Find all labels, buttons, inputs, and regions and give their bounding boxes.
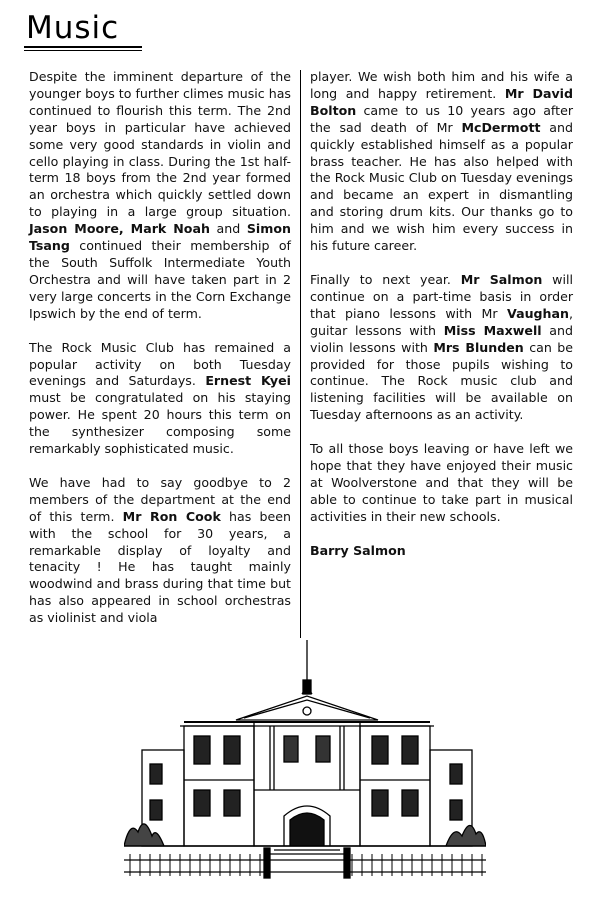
teacher-name: Mr Ron Cook <box>122 508 221 524</box>
text-run: and <box>209 221 247 237</box>
article-column-right <box>310 69 573 577</box>
text-run: Despite the imminent departure of the younger boys to further climes music has continued to flourish this term. The 2nd year boys in particular have achieved some very good standards in violin and cello playing in class. During the 1st half-term 18 boys from the 2nd year formed an orchestra which quickly settled down to playing in a large group situation. <box>29 69 291 220</box>
teacher-name: Mr David Bolton <box>310 85 573 118</box>
author-name: Barry Salmon <box>310 542 406 558</box>
text-run: Finally to next year. <box>310 271 461 287</box>
text-run: must be congratulated on his staying power. He spent 20 hours this term on the synthesizer composing some remarkably sophisticated music. <box>29 390 291 457</box>
teacher-name: Vaughan <box>507 305 569 321</box>
text-run: and violin lessons with <box>310 322 573 355</box>
teacher-name: Miss Maxwell <box>443 322 542 338</box>
text-run: , guitar lessons with <box>310 305 573 338</box>
teacher-name: McDermott <box>461 119 541 135</box>
paragraph-farewell <box>29 475 291 627</box>
signature <box>310 543 573 560</box>
column-divider <box>300 70 301 638</box>
paragraph-next-year <box>310 272 573 424</box>
paragraph-retirement <box>310 69 573 255</box>
pupil-name: Simon Tsang <box>29 221 291 254</box>
text-run: will continue on a part-time basis in order that piano lessons with Mr <box>310 271 573 321</box>
paragraph-rock-club <box>29 340 291 458</box>
text-run: player. We wish both him and his wife a long and happy retirement. <box>310 69 573 101</box>
teacher-name: Mrs Blunden <box>433 339 524 355</box>
title-underline-thin <box>24 50 142 51</box>
school-building-illustration <box>124 640 486 880</box>
text-run: came to us 10 years ago after the sad death of Mr <box>310 102 573 135</box>
title-underline <box>24 46 142 48</box>
pupil-name: Ernest Kyei <box>205 373 291 389</box>
page-title: Music <box>26 10 120 46</box>
text-run: and quickly established himself as a popular brass teacher. He has also helped with the Rock Music Club on Tuesday evenings and became an expert in dismantling and storing drum kits. Our thanks go to him and we wish him every success in his future career. <box>310 119 573 254</box>
text-run: continued their membership of the South Suffolk Intermediate Youth Orchestra and will have taken part in 2 very large concerts in the Corn Exchange Ipswich by the end of term. <box>29 238 291 321</box>
teacher-name: Mr Salmon <box>460 271 543 287</box>
text-run: can be provided for those pupils wishing to continue. The Rock music club and listening facilities will be available on Tuesday afternoons as an activity. <box>310 339 574 423</box>
text-run: The Rock Music Club has remained a popular activity on both Tuesday evenings and Saturdays. <box>29 339 291 389</box>
paragraph-leavers <box>310 441 573 526</box>
text-run: has been with the school for 30 years, a remarkable display of loyalty and tenacity ! He has taught mainly woodwind and brass during that time but has also appeared in school orchestras as violinist and viola <box>29 508 291 626</box>
text-run: We have had to say goodbye to 2 members of the department at the end of this term. <box>29 474 291 524</box>
text-run: To all those boys leaving or have left we hope that they have enjoyed their music at Woolverstone and that they will be able to continue to take part in musical activities in their new schools. <box>310 441 573 524</box>
paragraph-orchestra <box>29 69 291 323</box>
article-column-left <box>29 69 291 644</box>
pupil-names: Jason Moore, Mark Noah <box>29 221 210 237</box>
